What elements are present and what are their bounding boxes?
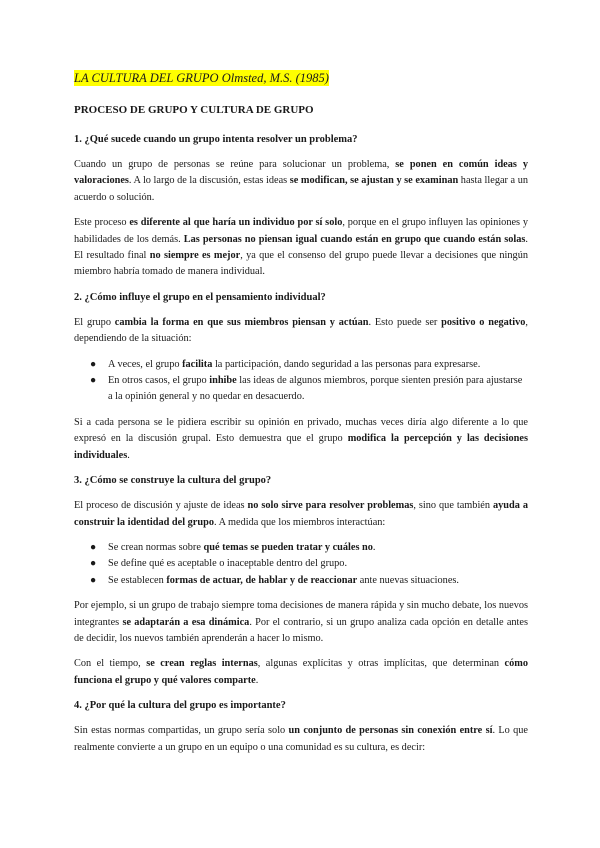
section-2-heading: 2. ¿Cómo influye el grupo en el pensamiento individual? xyxy=(74,291,326,303)
section-4-heading: 4. ¿Por qué la cultura del grupo es importante? xyxy=(74,700,286,712)
bullet-icon: ● xyxy=(90,358,97,370)
bullet-icon: ● xyxy=(90,375,97,387)
section-1-heading: 1. ¿Qué sucede cuando un grupo intenta resolver un problema? xyxy=(74,134,358,145)
list-item: ● En otros casos, el grupo inhibe las ideas de algunos miembros, porque sienten presión para ajustarse a la opinión general y no quedar en desacuerdo. xyxy=(90,375,523,403)
section-3-paragraph-3: Con el tiempo, se crean reglas internas, algunas explícitas y otras implícitas, que determinan cómo funciona el grupo y qué valores comparte. xyxy=(74,658,528,686)
highlighted-title: LA CULTURA DEL GRUPO Olmsted, M.S. (1985) xyxy=(74,71,329,85)
bullet-icon: ● xyxy=(90,558,97,570)
section-3-bullet-list xyxy=(74,540,528,589)
list-item: ● Se define qué es aceptable o inaceptable dentro del grupo. xyxy=(108,556,528,572)
bullet-icon: ● xyxy=(90,541,97,553)
section-2-bullet-list xyxy=(74,357,528,406)
document-title xyxy=(74,70,528,86)
section-3-paragraph-2: Por ejemplo, si un grupo de trabajo siempre toma decisiones de manera rápida y sin mucho debate, los nuevos integrantes se adaptarán a esa dinámica. Por el contrario, si un grupo analiza cada opción en detalle antes de decidir, los nuevos también aprenderán a hacer lo mismo. xyxy=(74,600,528,644)
section-3-paragraph-1: El proceso de discusión y ajuste de ideas no solo sirve para resolver problemas, sino que también ayuda a construir la identidad del grupo. A medida que los miembros interactúan: xyxy=(74,500,528,528)
bullet-icon: ● xyxy=(90,574,97,586)
list-item: ● Se crean normas sobre qué temas se pueden tratar y cuáles no. xyxy=(108,540,528,556)
section-3-heading: 3. ¿Cómo se construye la cultura del grupo? xyxy=(74,475,272,487)
section-2-paragraph-2: Si a cada persona se le pidiera escribir su opinión en privado, muchas veces diría algo diferente a lo que expresó en la discusión grupal. Esto demuestra que el grupo modifica la percepción y las decisiones individuales. xyxy=(74,416,528,461)
section-1-paragraph-1: Cuando un grupo de personas se reúne para solucionar un problema, se ponen en común ideas y valoraciones. A lo largo de la discusión, estas ideas se modifican, se ajustan y se examinan hasta llegar a un acuerdo o solución. xyxy=(74,159,528,203)
main-heading: PROCESO DE GRUPO Y CULTURA DE GRUPO xyxy=(74,104,314,116)
list-item: ● A veces, el grupo facilita la participación, dando seguridad a las personas para expresarse. xyxy=(108,357,528,373)
section-4-paragraph-1: Sin estas normas compartidas, un grupo sería solo un conjunto de personas sin conexión entre sí. Lo que realmente convierte a un grupo en un equipo o una comunidad es su cultura, es decir: xyxy=(74,725,528,753)
section-2-paragraph-1: El grupo cambia la forma en que sus miembros piensan y actúan. Esto puede ser positivo o negativo, dependiendo de la situación: xyxy=(74,316,528,345)
list-item: ● Se establecen formas de actuar, de hablar y de reaccionar ante nuevas situaciones. xyxy=(108,573,528,589)
section-1-paragraph-2: Este proceso es diferente al que haría un individuo por sí solo, porque en el grupo influyen las opiniones y habilidades de los demás. Las personas no piensan igual cuando están en grupo que cuando están solas. El resultado final no siempre es mejor, ya que el consenso del grupo puede llevar a decisiones que ningún miembro habría tomado de manera individual. xyxy=(74,217,528,278)
